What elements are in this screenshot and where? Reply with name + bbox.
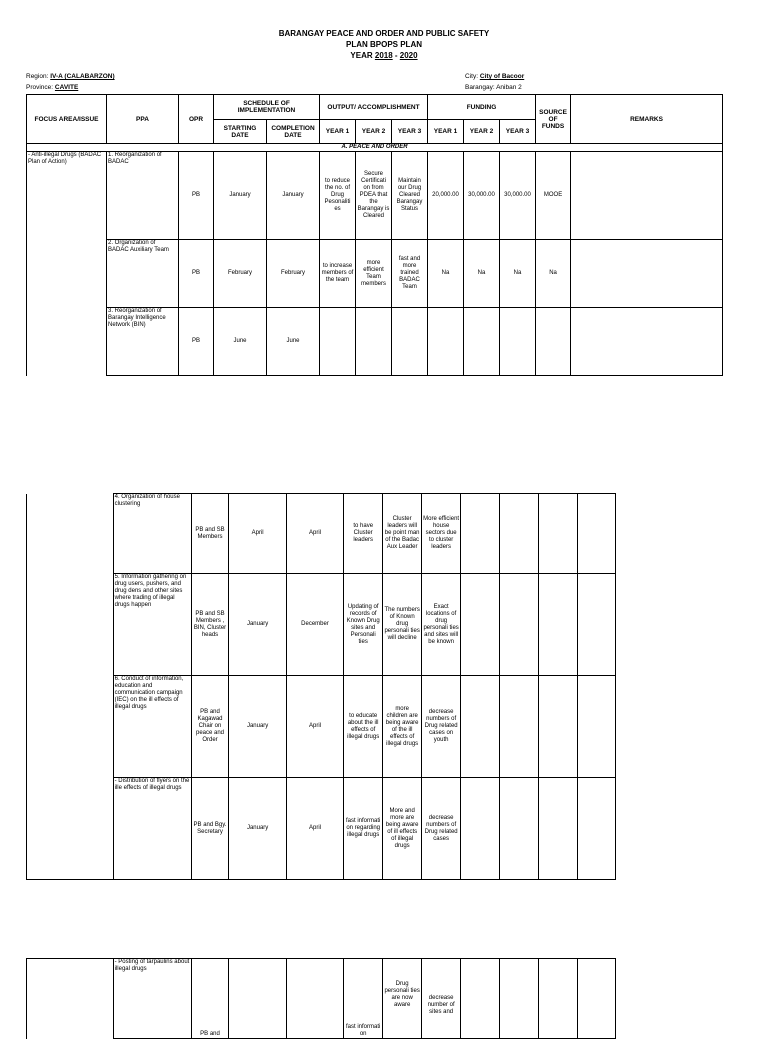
funding-y3-cell — [539, 959, 578, 1039]
output-y1-cell — [320, 308, 356, 376]
output-y3-cell: decrease number of sites and — [422, 959, 461, 1039]
province-value: CAVITE — [54, 84, 79, 91]
end-cell: April — [286, 494, 343, 574]
output-y1-cell: to have Cluster leaders — [344, 494, 383, 574]
output-y3-cell: decrease numbers of Drug related cases — [422, 778, 461, 880]
ppa-cell: 2. Organization of BADAC Auxiliary Team — [107, 240, 179, 308]
output-y1-cell: to increase members of the team — [320, 240, 356, 308]
funding-y3-cell: Na — [500, 240, 536, 308]
funding-y2-cell — [464, 308, 500, 376]
opr-cell: PB and Kagawad Chair on peace and Order — [191, 676, 229, 778]
output-y2-cell: More and more are being aware of ill effects of illegal drugs — [383, 778, 422, 880]
output-y3-cell: fast and more trained BADAC Team — [392, 240, 428, 308]
source-cell — [578, 959, 616, 1039]
col-output-year3: YEAR 3 — [392, 120, 428, 144]
col-output-year1: YEAR 1 — [320, 120, 356, 144]
output-y3-cell — [392, 308, 428, 376]
col-ppa: PPA — [107, 95, 179, 144]
ppa-cell: 4. Organization of house clustering — [113, 494, 191, 574]
table-row — [27, 308, 723, 376]
col-remarks: REMARKS — [571, 95, 723, 144]
end-cell: January — [267, 152, 320, 240]
output-y1-cell: fast informati on — [344, 959, 383, 1039]
focus-area-cell: - Anti-illegal Drugs (BADAC Plan of Action) — [27, 152, 107, 376]
funding-y1-cell — [428, 308, 464, 376]
funding-y3-cell — [539, 778, 578, 880]
ppa-cell: 1. Reorganization of BADAC — [107, 152, 179, 240]
remarks-cell — [571, 308, 723, 376]
table-row — [27, 152, 723, 240]
col-schedule: SCHEDULE OF IMPLEMENTATION — [214, 95, 320, 120]
col-completion-date: COMPLETION DATE — [267, 120, 320, 144]
source-cell: Na — [536, 240, 571, 308]
year-prefix: YEAR — [350, 51, 375, 60]
opr-cell: PB — [179, 308, 214, 376]
funding-y2-cell — [500, 676, 539, 778]
col-output-year2: YEAR 2 — [356, 120, 392, 144]
remarks-cell — [571, 152, 723, 240]
col-opr: OPR — [179, 95, 214, 144]
plan-table-page1 — [26, 94, 723, 376]
start-cell: April — [229, 494, 286, 574]
output-y2-cell: more efficient Team members — [356, 240, 392, 308]
section-heading-peace-order: A. PEACE AND ORDER — [27, 144, 723, 152]
funding-y2-cell: Na — [464, 240, 500, 308]
opr-cell: PB — [179, 240, 214, 308]
source-cell — [578, 676, 616, 778]
output-y1-cell: to reduce the no. of Drug Pesonaliti es — [320, 152, 356, 240]
start-cell: January — [214, 152, 267, 240]
ppa-cell: - Distribution of flyers on the ille effects of illegal drugs — [113, 778, 191, 880]
ppa-cell: 5. Information gathering on drug users, pushers, and drug dens and other sites where trading of illegal drugs happen — [113, 574, 191, 676]
end-cell: February — [267, 240, 320, 308]
province-line — [26, 84, 78, 91]
funding-y1-cell — [461, 778, 500, 880]
funding-y3-cell: 30,000.00 — [500, 152, 536, 240]
funding-y2-cell: 30,000.00 — [464, 152, 500, 240]
city-label: City: — [465, 73, 478, 80]
opr-cell: PB and Bgy. Secretary — [191, 778, 229, 880]
year-sep: - — [392, 51, 400, 60]
start-cell — [229, 959, 286, 1039]
funding-y2-cell — [500, 959, 539, 1039]
table-row — [27, 574, 616, 676]
plan-table-page3 — [26, 958, 616, 1039]
region-value: IV-A (CALABARZON) — [50, 73, 115, 80]
city-value: City of Bacoor — [479, 73, 525, 80]
output-y3-cell: More efficient house sectors due to cluster leaders — [422, 494, 461, 574]
year-end: 2020 — [399, 51, 418, 60]
barangay-value: Aniban 2 — [496, 84, 522, 91]
funding-y2-cell — [500, 574, 539, 676]
output-y1-cell: Updating of records of Known Drug sites and Personali ties — [344, 574, 383, 676]
funding-y1-cell — [461, 959, 500, 1039]
opr-cell: PB and — [191, 959, 229, 1039]
region-line — [26, 73, 115, 80]
funding-y3-cell — [539, 494, 578, 574]
plan-table-page2 — [26, 493, 616, 880]
table-row — [27, 240, 723, 308]
end-cell: December — [286, 574, 343, 676]
start-cell: June — [214, 308, 267, 376]
ppa-cell: 3. Reorganization of Barangay Intelligence Network (BIN) — [107, 308, 179, 376]
city-line — [465, 73, 524, 80]
end-cell: June — [267, 308, 320, 376]
start-cell: January — [229, 676, 286, 778]
ppa-cell: - Posting of tarpaulins about illegal drugs — [113, 959, 191, 1039]
source-cell — [536, 308, 571, 376]
output-y2-cell: Cluster leaders will be point man of the Badac Aux Leader — [383, 494, 422, 574]
funding-y1-cell — [461, 676, 500, 778]
output-y2-cell: Secure Certificati on from PDEA that the Barangay is Cleared — [356, 152, 392, 240]
opr-cell: PB and SB Members — [191, 494, 229, 574]
end-cell — [286, 959, 343, 1039]
remarks-cell — [571, 240, 723, 308]
opr-cell: PB and SB Members , BIN, Cluster heads — [191, 574, 229, 676]
source-cell — [578, 778, 616, 880]
output-y2-cell: more children are being aware of the ill effects of illegal drugs — [383, 676, 422, 778]
funding-y1-cell: 20,000.00 — [428, 152, 464, 240]
table-row — [27, 778, 616, 880]
year-start: 2018 — [374, 51, 393, 60]
col-starting-date: STARTING DATE — [214, 120, 267, 144]
output-y2-cell — [356, 308, 392, 376]
table-row — [27, 959, 616, 1039]
funding-y3-cell — [539, 676, 578, 778]
province-label: Province: — [26, 84, 54, 91]
ppa-cell: 6. Conduct of information, education and communication campaign (IEC) on the ill effects of illegal drugs — [113, 676, 191, 778]
opr-cell: PB — [179, 152, 214, 240]
output-y1-cell: to educate about the ill effects of illegal drugs — [344, 676, 383, 778]
start-cell: February — [214, 240, 267, 308]
start-cell: January — [229, 778, 286, 880]
funding-y2-cell — [500, 494, 539, 574]
source-cell — [578, 574, 616, 676]
col-output: OUTPUT/ ACCOMPLISHMENT — [320, 95, 428, 120]
funding-y3-cell — [500, 308, 536, 376]
col-focus-area: FOCUS AREA/ISSUE — [27, 95, 107, 144]
funding-y2-cell — [500, 778, 539, 880]
source-cell — [578, 494, 616, 574]
table-row — [27, 494, 616, 574]
funding-y1-cell: Na — [428, 240, 464, 308]
region-label: Region: — [26, 73, 49, 80]
output-y3-cell: Maintain our Drug Cleared Barangay Status — [392, 152, 428, 240]
col-funding-year2: YEAR 2 — [464, 120, 500, 144]
barangay-line — [465, 84, 522, 91]
table-row — [27, 676, 616, 778]
end-cell: April — [286, 676, 343, 778]
funding-y3-cell — [539, 574, 578, 676]
start-cell: January — [229, 574, 286, 676]
doc-title-line2: PLAN BPOPS PLAN — [345, 40, 422, 49]
output-y3-cell: decrease numbers of Drug related cases on youth — [422, 676, 461, 778]
doc-title-year — [0, 51, 768, 60]
output-y2-cell: The numbers of Known drug personali ties will decline — [383, 574, 422, 676]
col-funding: FUNDING — [428, 95, 536, 120]
col-funding-year3: YEAR 3 — [500, 120, 536, 144]
funding-y1-cell — [461, 574, 500, 676]
col-funding-year1: YEAR 1 — [428, 120, 464, 144]
source-cell: MOOE — [536, 152, 571, 240]
doc-title-line1: BARANGAY PEACE AND ORDER AND PUBLIC SAFETY — [278, 29, 490, 38]
focus-area-cell-continued — [27, 494, 114, 880]
focus-area-cell-continued — [27, 959, 114, 1039]
output-y3-cell: Exact locations of drug personali ties and sites will be known — [422, 574, 461, 676]
barangay-label: Barangay: — [465, 84, 495, 91]
col-source-of-funds: SOURCE OF FUNDS — [536, 95, 571, 144]
output-y1-cell: fast informati on regarding illegal drugs — [344, 778, 383, 880]
end-cell: April — [286, 778, 343, 880]
output-y2-cell: Drug personali ties are now aware — [383, 959, 422, 1039]
funding-y1-cell — [461, 494, 500, 574]
